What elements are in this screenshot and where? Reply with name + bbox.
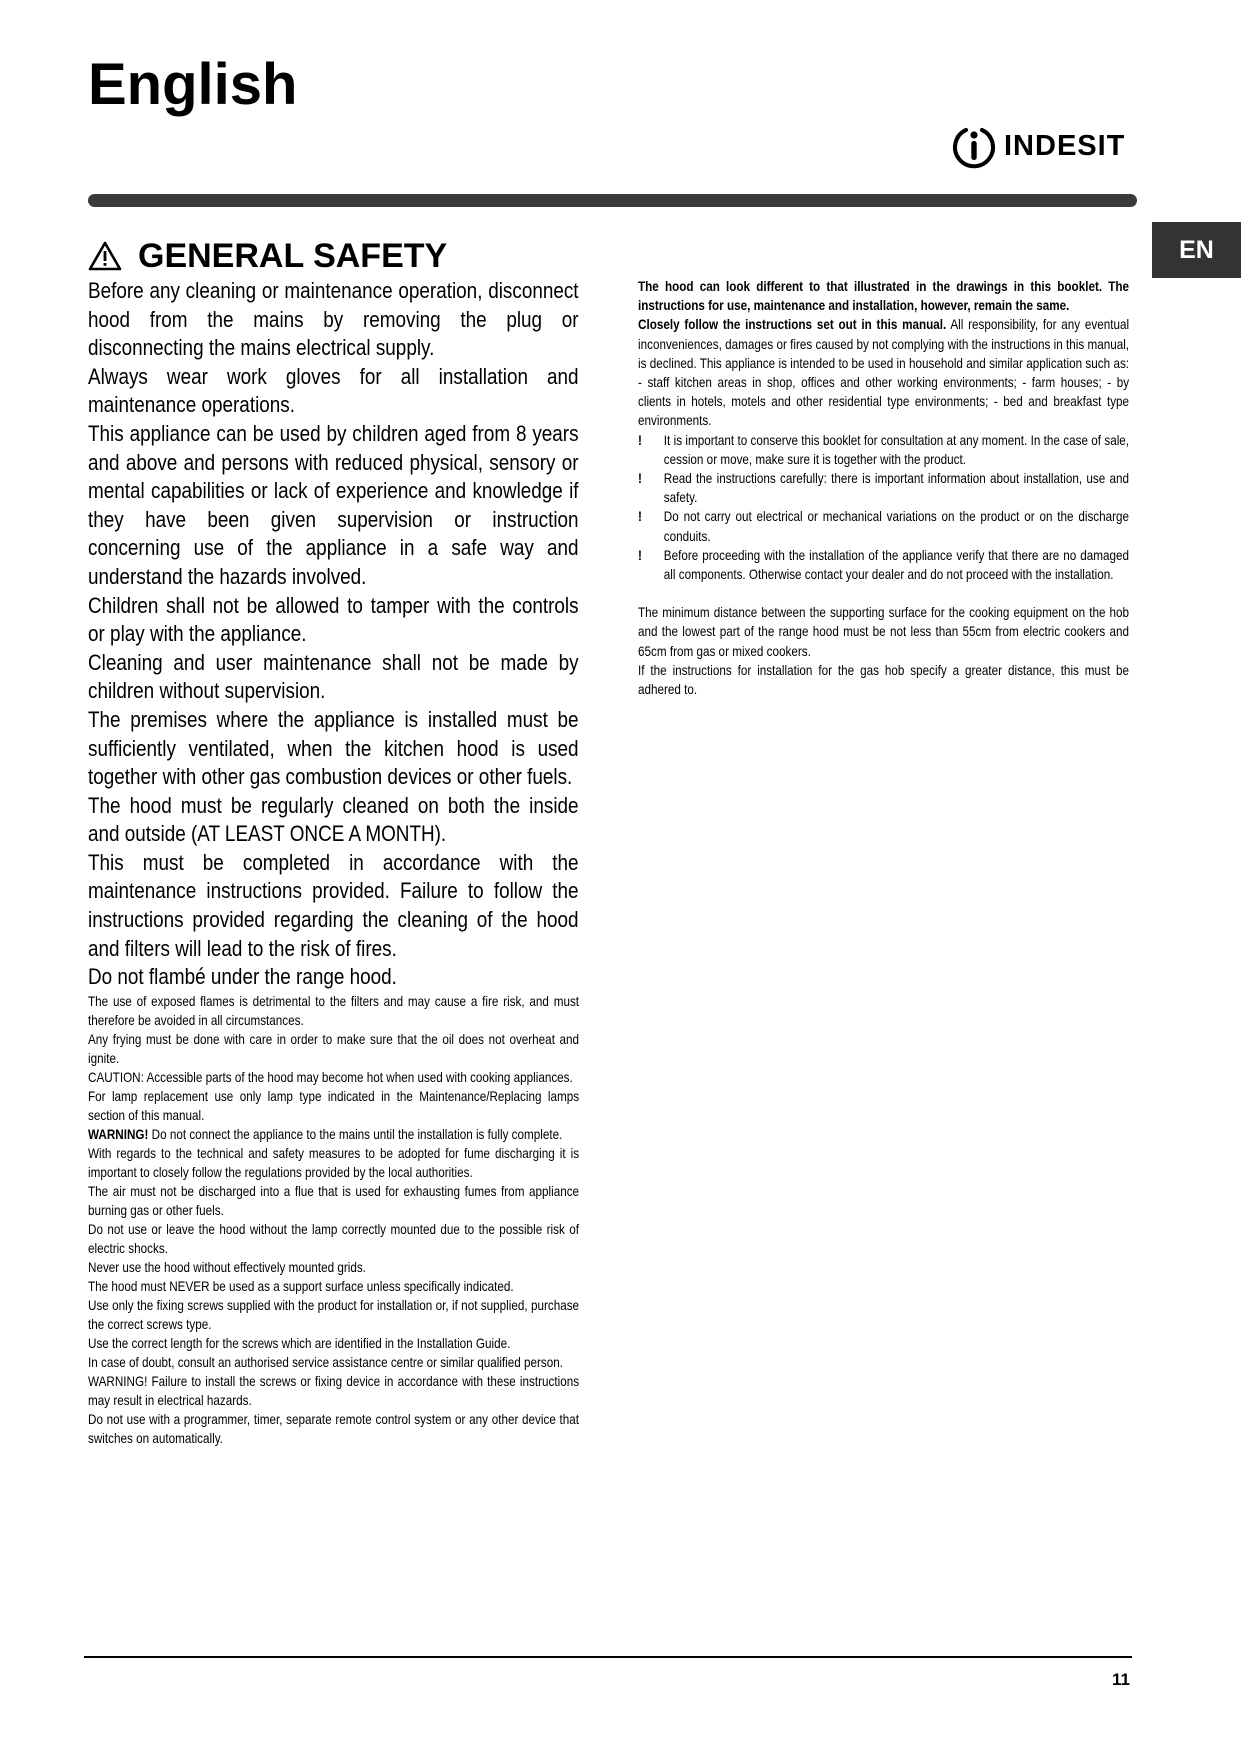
list-item	[638, 431, 1129, 469]
paragraph: The air must not be discharged into a flue that is used for exhausting fumes from appliance burning gas or other fuels.	[88, 1183, 580, 1218]
paragraph: Children shall not be allowed to tamper with the controls or play with the appliance.	[88, 592, 579, 647]
indesit-logo-icon	[950, 122, 998, 170]
paragraph: The premises where the appliance is installed must be sufficiently ventilated, when the kitchen hood is used together with other gas combustion devices or other fuels.	[88, 706, 579, 790]
header-divider-bar	[88, 194, 1137, 207]
paragraph: Always wear work gloves for all installation and maintenance operations.	[88, 363, 579, 418]
footer-divider	[84, 1656, 1132, 1658]
list-item-text: Read the instructions carefully: there is important information about installation, use and safety.	[663, 471, 1130, 506]
intro-note	[638, 277, 1129, 315]
right-column	[638, 277, 1129, 699]
paragraph: Do not use or leave the hood without the lamp correctly mounted due to the possible risk of electric shocks.	[88, 1221, 580, 1256]
paragraph: This must be completed in accordance with the maintenance instructions provided. Failure to follow the instructions provided regarding the cleaning of the hood and filters will lead to the risk of fires.	[88, 849, 579, 961]
exclamation-mark: !	[638, 509, 642, 525]
paragraph: Any frying must be done with care in order to make sure that the oil does not overheat and ignite.	[88, 1031, 580, 1066]
spacer	[638, 584, 1129, 603]
paragraph: Never use the hood without effectively mounted grids.	[88, 1259, 366, 1275]
paragraph: The hood must be regularly cleaned on both the inside and outside (AT LEAST ONCE A MONTH).	[88, 792, 579, 847]
brand-name: INDESIT	[1004, 129, 1126, 162]
list-item	[638, 546, 1129, 584]
section-heading	[88, 234, 447, 278]
paragraph: This appliance can be used by children aged from 8 years and above and persons with reduced physical, sensory or mental capabilities or lack of experience and knowledge if they have been given supervision or instruction concerning use of the appliance in a safe way and understand the hazards involved.	[88, 420, 579, 589]
warning-paragraph	[88, 1125, 579, 1144]
exclamation-mark: !	[638, 432, 642, 448]
paragraph: Do not use with a programmer, timer, separate remote control system or any other device that switches on automatically.	[88, 1411, 580, 1446]
follow-instructions-label: Closely follow the instructions set out in this manual.	[638, 317, 947, 333]
warning-text: Do not connect the appliance to the mains until the installation is fully complete.	[148, 1126, 563, 1142]
gas-hob-paragraph: If the instructions for installation for the gas hob specify a greater distance, this must be adhered to.	[638, 662, 1130, 698]
language-tab-en: EN	[1152, 222, 1241, 278]
paragraph: CAUTION: Accessible parts of the hood may become hot when used with cooking appliances.	[88, 1069, 573, 1085]
list-item-text: Before proceeding with the installation of the appliance verify that there are no damaged all components. Otherwise contact your dealer and do not proceed with the installation.	[663, 547, 1130, 583]
paragraph: Do not flambé under the range hood.	[88, 964, 397, 990]
paragraph: Before any cleaning or maintenance operation, disconnect hood from the mains by removing the plug or disconnecting the mains electrical supply.	[88, 278, 579, 361]
language-title: English	[88, 52, 298, 117]
list-item-text: Do not carry out electrical or mechanical variations on the product or on the discharge conduits.	[663, 509, 1130, 544]
large-paragraphs	[88, 277, 579, 992]
list-item	[638, 469, 1129, 507]
paragraph: For lamp replacement use only lamp type indicated in the Maintenance/Replacing lamps section of this manual.	[88, 1088, 580, 1123]
paragraph: The use of exposed flames is detrimental to the filters and may cause a fire risk, and must therefore be avoided in all circumstances.	[88, 993, 580, 1028]
paragraph: Cleaning and user maintenance shall not be made by children without supervision.	[88, 649, 579, 704]
paragraph: The hood must NEVER be used as a support surface unless specifically indicated.	[88, 1278, 514, 1294]
responsibility-paragraph	[638, 315, 1129, 430]
intro-note-text: The hood can look different to that illustrated in the drawings in this booklet. The instructions for use, maintenance and installation, however, remain the same.	[638, 279, 1130, 314]
paragraph: With regards to the technical and safety measures to be adopted for fume discharging it is important to closely follow the regulations provided by the local authorities.	[88, 1145, 580, 1180]
list-item-text: It is important to conserve this booklet for consultation at any moment. In the case of sale, cession or move, make sure it is together with the product.	[663, 432, 1130, 467]
exclamation-mark: !	[638, 547, 642, 563]
section-heading-text: GENERAL SAFETY	[138, 237, 448, 275]
page-number: 11	[1112, 1670, 1130, 1689]
warning-triangle-icon	[88, 241, 122, 271]
indesit-logo	[950, 122, 1125, 170]
paragraph: WARNING! Failure to install the screws or fixing device in accordance with these instructions may result in electrical hazards.	[88, 1373, 580, 1408]
small-paragraphs	[88, 992, 579, 1448]
list-item	[638, 507, 1129, 545]
warning-label: WARNING!	[88, 1126, 149, 1142]
exclamation-mark: !	[638, 471, 642, 487]
left-column	[88, 277, 579, 1448]
paragraph: Use only the fixing screws supplied with the product for installation or, if not supplied, purchase the correct screws type.	[88, 1297, 580, 1332]
paragraph: Use the correct length for the screws which are identified in the Installation Guide.	[88, 1335, 511, 1351]
distance-paragraph: The minimum distance between the supporting surface for the cooking equipment on the hob and the lowest part of the range hood must be not less than 55cm from electric cookers and 65cm from gas or mixed cookers.	[638, 605, 1130, 659]
paragraph: In case of doubt, consult an authorised service assistance centre or similar qualified person.	[88, 1354, 564, 1370]
responsibility-text: All responsibility, for any eventual inconveniences, damages or fires caused by not complying with the instructions in this manual, is declined. This appliance is intended to be used in household and similar application such as: - staff kitchen areas in shop, offices and other working environments; - farm houses; - by clients in hotels, motels and other residential type environments; - bed and breakfast type environments.	[638, 317, 1130, 429]
